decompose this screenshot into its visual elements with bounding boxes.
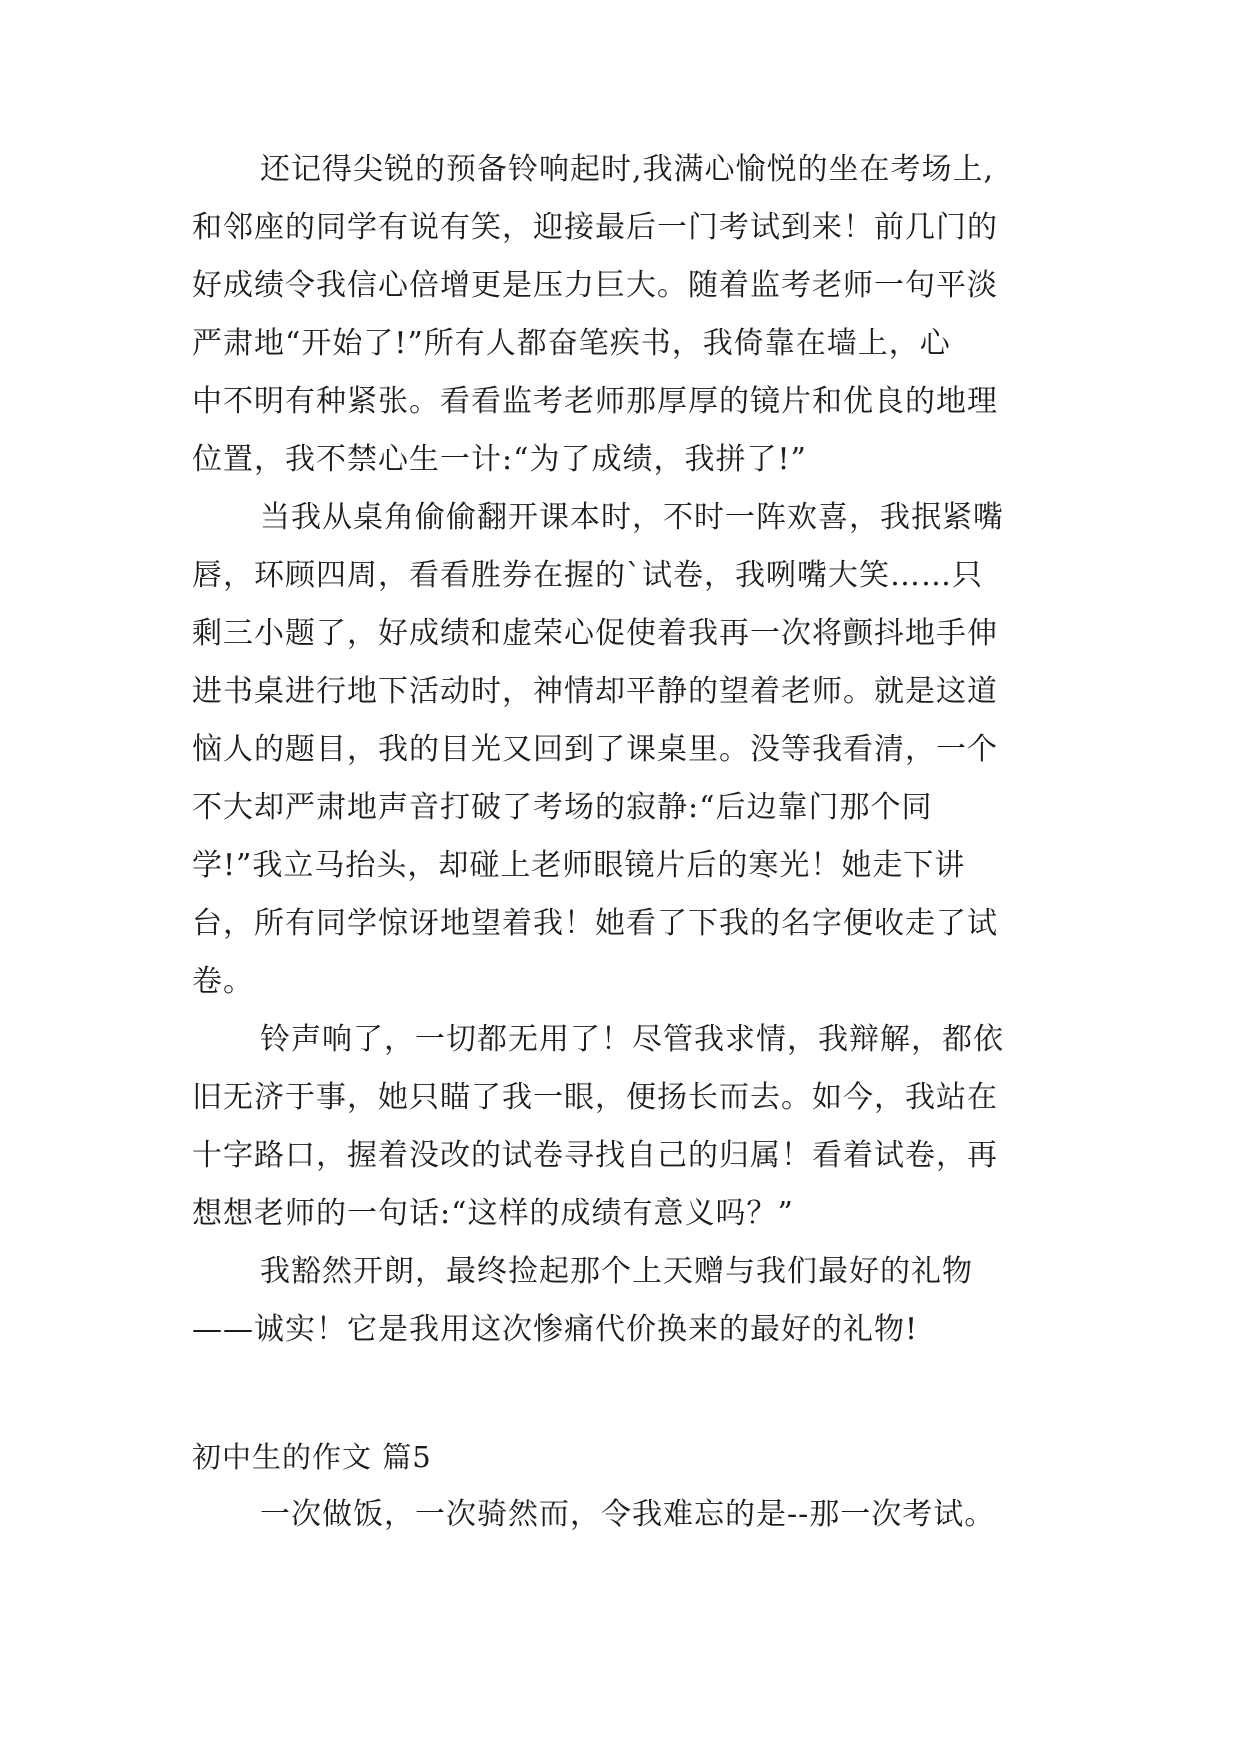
paragraph-3-line-4: 想想老师的一句话:“这样的成绩有意义吗？” [192,1196,794,1231]
paragraph-5-line-1: 一次做饭，一次骑然而，令我难忘的是--那一次考试。 [260,1497,996,1532]
paragraph-1-line-3: 好成绩令我信心倍增更是压力巨大。随着监考老师一句平淡 [192,268,998,303]
paragraph-1-line-2: 和邻座的同学有说有笑，迎接最后一门考试到来！前几门的 [192,210,998,245]
paragraph-3-line-2: 旧无济于事，她只瞄了我一眼，便扬长而去。如今，我站在 [192,1080,998,1115]
paragraph-1-line-5: 中不明有种紧张。看看监考老师那厚厚的镜片和优良的地理 [192,384,998,419]
paragraph-2-line-5: 恼人的题目，我的目光又回到了课桌里。没等我看清，一个 [192,732,998,767]
paragraph-3-line-1: 铃声响了，一切都无用了！尽管我求情，我辩解，都依 [260,1022,1004,1057]
paragraph-4-line-2: ——诚实！它是我用这次惨痛代价换来的最好的礼物! [192,1312,919,1347]
paragraph-1-line-6: 位置，我不禁心生一计:“为了成绩，我拼了!” [192,442,807,477]
paragraph-4-line-1: 我豁然开朗，最终捡起那个上天赠与我们最好的礼物 [260,1254,973,1289]
paragraph-2-line-6: 不大却严肃地声音打破了考场的寂静:“后边靠门那个同 [192,790,933,825]
paragraph-2-line-3: 剩三小题了，好成绩和虚荣心促使着我再一次将颤抖地手伸 [192,616,998,651]
paragraph-3-line-3: 十字路口，握着没改的试卷寻找自己的归属！看着试卷，再 [192,1138,998,1173]
paragraph-2-line-8: 台，所有同学惊讶地望着我！她看了下我的名字便收走了试 [192,906,998,941]
paragraph-2-line-7: 学!”我立马抬头，却碰上老师眼镜片后的寒光！她走下讲 [192,848,966,883]
paragraph-2-line-1: 当我从桌角偷偷翻开课本时，不时一阵欢喜，我抿紧嘴 [260,500,1004,535]
paragraph-1-line-1: 还记得尖锐的预备铃响起时,我满心愉悦的坐在考场上, [260,152,995,187]
paragraph-2-line-4: 进书桌进行地下活动时，神情却平静的望着老师。就是这道 [192,674,998,709]
paragraph-2-line-9: 卷。 [192,964,254,999]
paragraph-1-line-4: 严肃地“开始了!”所有人都奋笔疾书，我倚靠在墙上，心 [192,326,951,361]
section-heading: 初中生的作文 篇5 [192,1440,432,1474]
paragraph-2-line-2: 唇，环顾四周，看看胜券在握的`试卷，我咧嘴大笑……只 [192,558,983,593]
